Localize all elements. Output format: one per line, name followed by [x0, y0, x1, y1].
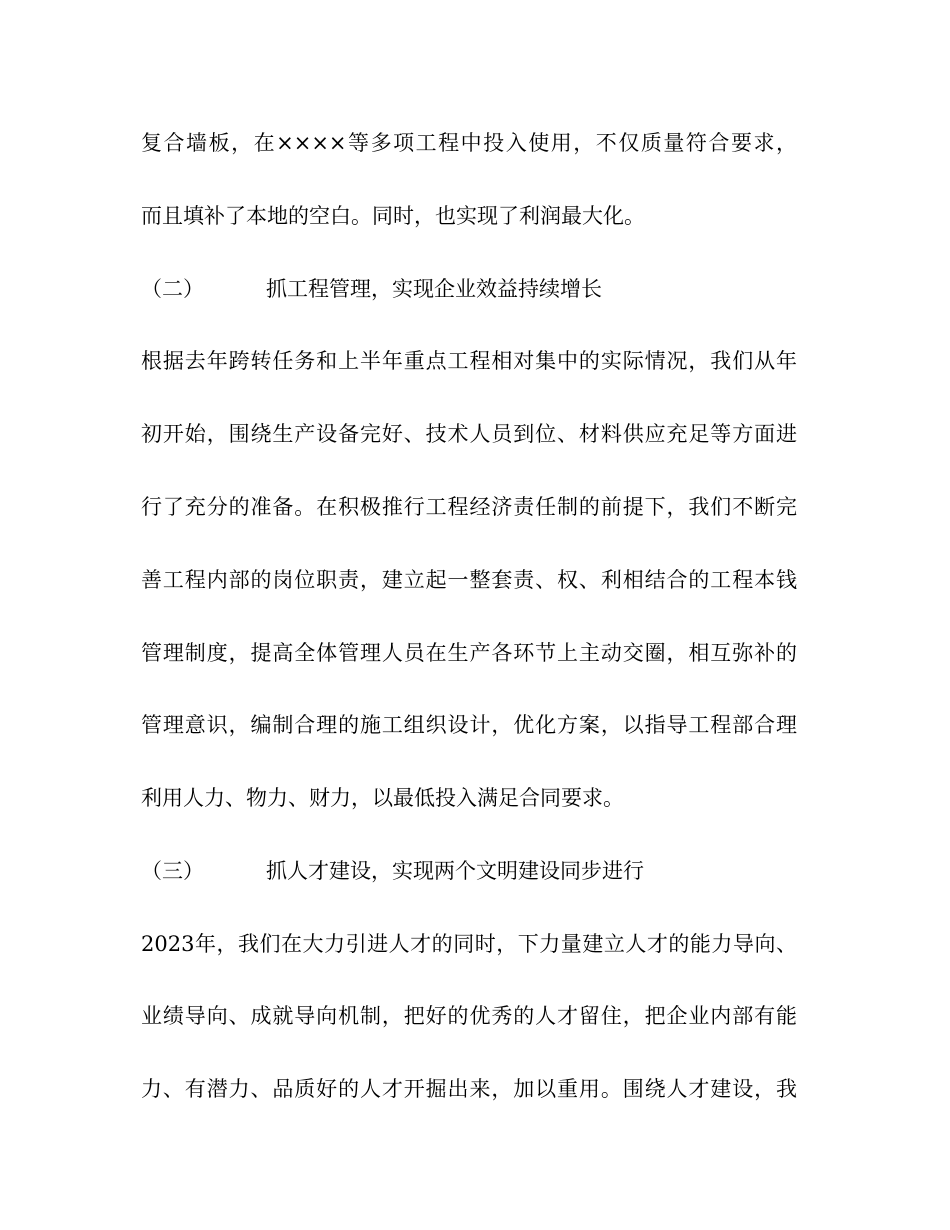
- paragraph-line: 善工程内部的岗位职责，建立起一整套责、权、利相结合的工程本钱: [141, 568, 797, 592]
- paragraph-line: 业绩导向、成就导向机制，把好的优秀的人才留住，把企业内部有能: [141, 1004, 797, 1028]
- paragraph-line: 管理意识，编制合理的施工组织设计，优化方案，以指导工程部合理: [141, 713, 797, 737]
- paragraph-line: 利用人力、物力、财力，以最低投入满足合同要求。: [141, 786, 624, 810]
- paragraph-line: 行了充分的准备。在积极推行工程经济责任制的前提下，我们不断完: [141, 495, 797, 519]
- section-number: （三）: [141, 859, 204, 883]
- paragraph-line: 管理制度，提高全体管理人员在生产各环节上主动交圈，相互弥补的: [141, 641, 797, 665]
- paragraph-line: 复合墙板，在××××等多项工程中投入使用，不仅质量符合要求，: [141, 131, 797, 155]
- paragraph-line: 力、有潜力、品质好的人才开掘出来，加以重用。围绕人才建设，我: [141, 1077, 797, 1101]
- paragraph-line: 初开始，围绕生产设备完好、技术人员到位、材料供应充足等方面进: [141, 422, 797, 446]
- paragraph-line: 根据去年跨转任务和上半年重点工程相对集中的实际情况，我们从年: [141, 349, 797, 373]
- paragraph-line: 2023年，我们在大力引进人才的同时，下力量建立人才的能力导向、: [141, 932, 797, 956]
- section-heading: 抓工程管理，实现企业效益持续增长: [266, 277, 602, 301]
- section-number: （二）: [141, 277, 204, 301]
- paragraph-line: 而且填补了本地的空白。同时，也实现了利润最大化。: [141, 204, 645, 228]
- section-heading: 抓人才建设，实现两个文明建设同步进行: [266, 859, 644, 883]
